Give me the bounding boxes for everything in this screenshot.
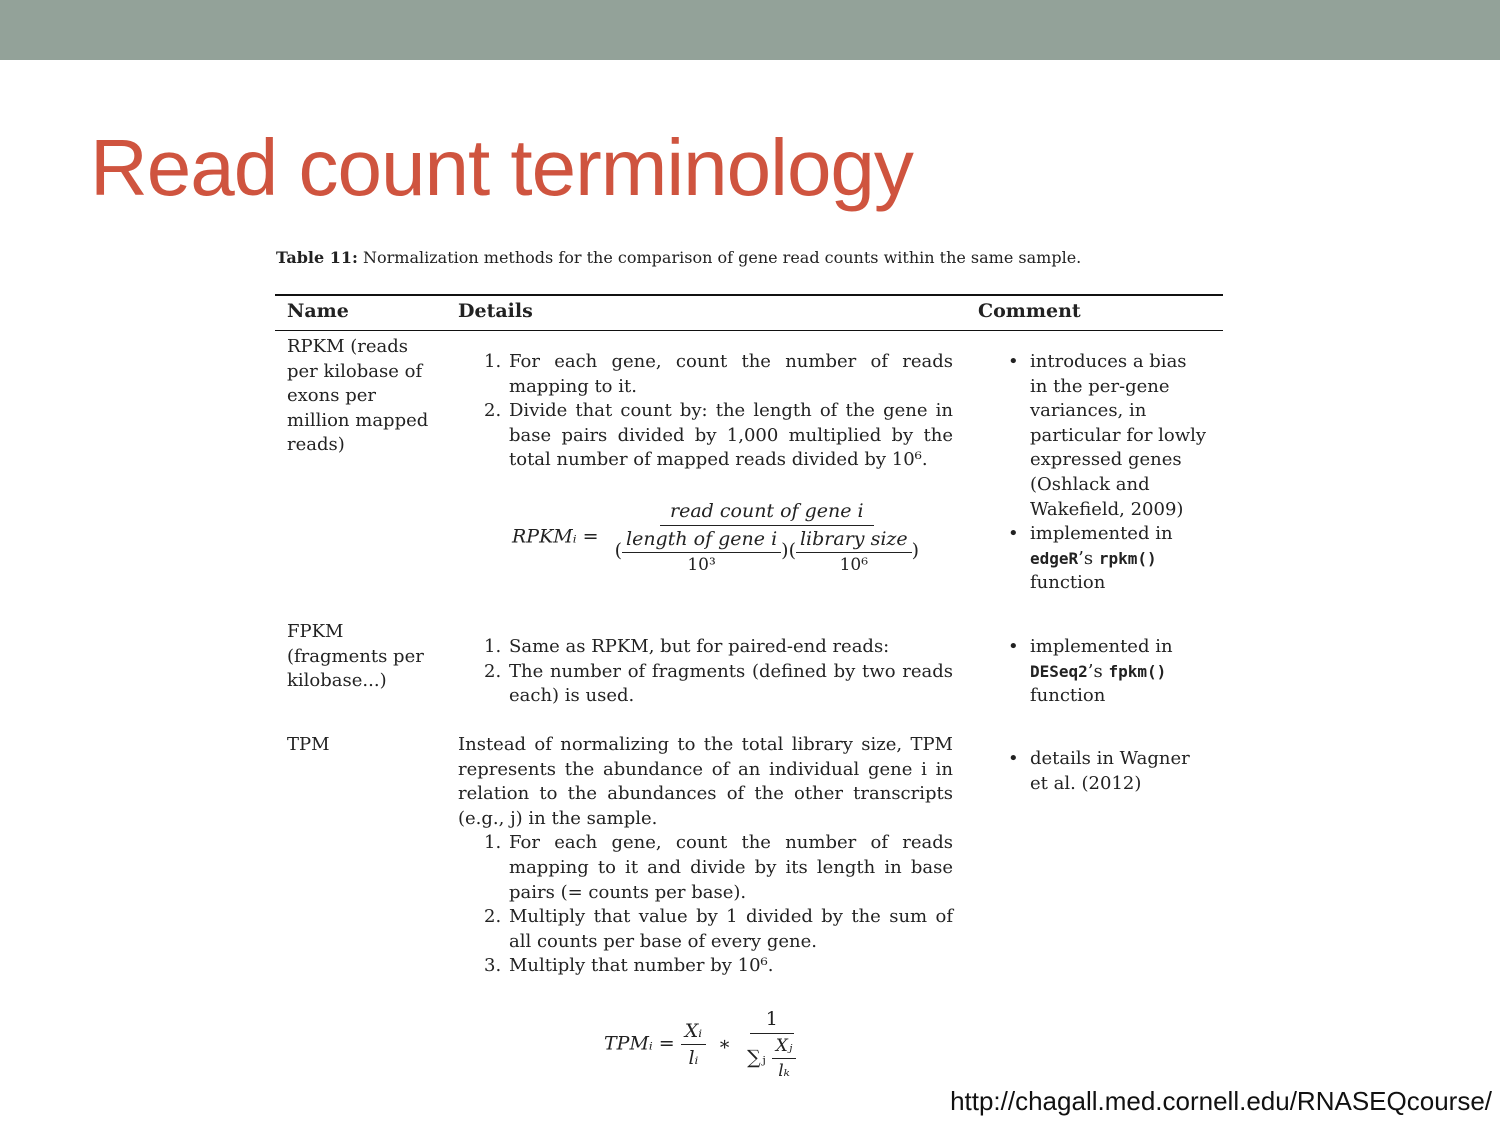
header-name: Name	[287, 300, 349, 322]
header-details: Details	[458, 300, 533, 322]
rpkm-formula-numerator: read count of gene i	[660, 500, 874, 526]
tpm-comments	[1008, 747, 1208, 796]
rpkm-comment-1: • introduces a bias in the per-gene variances, in particular for lowly expressed genes (Oshlack and Wakefield, 2009)	[1008, 350, 1208, 522]
tpm-formula	[604, 1008, 800, 1081]
tpm-intro: Instead of normalizing to the total library size, TPM represents the abundance of an individual gene i in relation to the abundances of the other transcripts (e.g., j) in the sample.	[458, 734, 953, 829]
table-caption-text: Normalization methods for the comparison of gene read counts within the same sample.	[357, 248, 1082, 267]
rpkm-name: RPKM (reads per kilobase of exons per million mapped reads)	[287, 336, 429, 456]
fpkm-details	[458, 635, 953, 709]
tpm-formula-one: 1	[750, 1008, 794, 1034]
rpkm-formula-length-num: length of gene i	[622, 528, 781, 553]
tpm-formula-lk: lₖ	[778, 1061, 790, 1081]
tpm-details	[458, 733, 953, 979]
rpkm-steps	[458, 350, 953, 473]
fpkm-steps	[458, 635, 953, 709]
tpm-formula-xi: Xᵢ	[681, 1020, 706, 1045]
table-caption	[276, 248, 1081, 267]
source-url: http://chagall.med.cornell.edu/RNASEQcourse/	[950, 1086, 1492, 1116]
tpm-comment-1: • details in Wagner et al. (2012)	[1008, 747, 1208, 796]
rpkm-formula-length-den: 10³	[687, 555, 716, 575]
header-comment: Comment	[978, 300, 1081, 322]
rpkm-step-1: 1. For each gene, count the number of reads mapping to it.	[484, 351, 953, 397]
slide-title: Read count terminology	[90, 123, 913, 212]
fpkm-step-2: 2. The number of fragments (defined by two reads each) is used.	[484, 660, 953, 707]
rpkm-formula-lhs: RPKMᵢ =	[512, 525, 599, 548]
tpm-formula-li: lᵢ	[688, 1047, 699, 1069]
rpkm-formula: RPKMᵢ = read count of gene i ( $\frac{\text{length of gene i}}{\text{10³}}$ )( $\frac{\text{library size}}{\text{10⁶}}$ )	[512, 500, 920, 575]
table-top-rule	[275, 294, 1223, 296]
rpkm-comments	[1008, 350, 1208, 596]
header-bar	[0, 0, 1500, 60]
rpkm-formula-library-num: library size	[796, 528, 912, 553]
tpm-step-1: 1. For each gene, count the number of reads mapping to it and divide by its length in base pairs (= counts per base).	[484, 832, 953, 903]
tpm-formula-lhs: TPMᵢ =	[604, 1032, 675, 1055]
tpm-formula-xj: Xⱼ	[772, 1036, 797, 1059]
fpkm-comments	[1008, 635, 1208, 709]
table-header-rule	[275, 330, 1223, 331]
tpm-step-3: 3. Multiply that number by 10⁶.	[484, 955, 774, 977]
tpm-formula-op: ∗	[718, 1032, 732, 1055]
fpkm-name: FPKM (fragments per kilobase...)	[287, 621, 424, 692]
tpm-steps	[458, 831, 953, 979]
rpkm-formula-library-den: 10⁶	[839, 555, 869, 575]
fpkm-step-1: 1. Same as RPKM, but for paired-end reads:	[484, 636, 890, 657]
table-caption-label: Table 11:	[276, 248, 358, 267]
rpkm-step-2: 2. Divide that count by: the length of the gene in base pairs divided by 1,000 multiplied by the total number of mapped reads divided by 10⁶.	[484, 400, 953, 471]
tpm-formula-sum: ∑ⱼ	[747, 1046, 766, 1069]
rpkm-details	[458, 350, 953, 473]
tpm-step-2: 2. Multiply that value by 1 divided by the sum of all counts per base of every gene.	[484, 906, 953, 952]
fpkm-comment-1: • implemented in DESeq2’s fpkm() function	[1008, 635, 1208, 709]
tpm-name: TPM	[287, 734, 330, 755]
rpkm-comment-2: • implemented in edgeR’s rpkm() function	[1008, 522, 1208, 596]
